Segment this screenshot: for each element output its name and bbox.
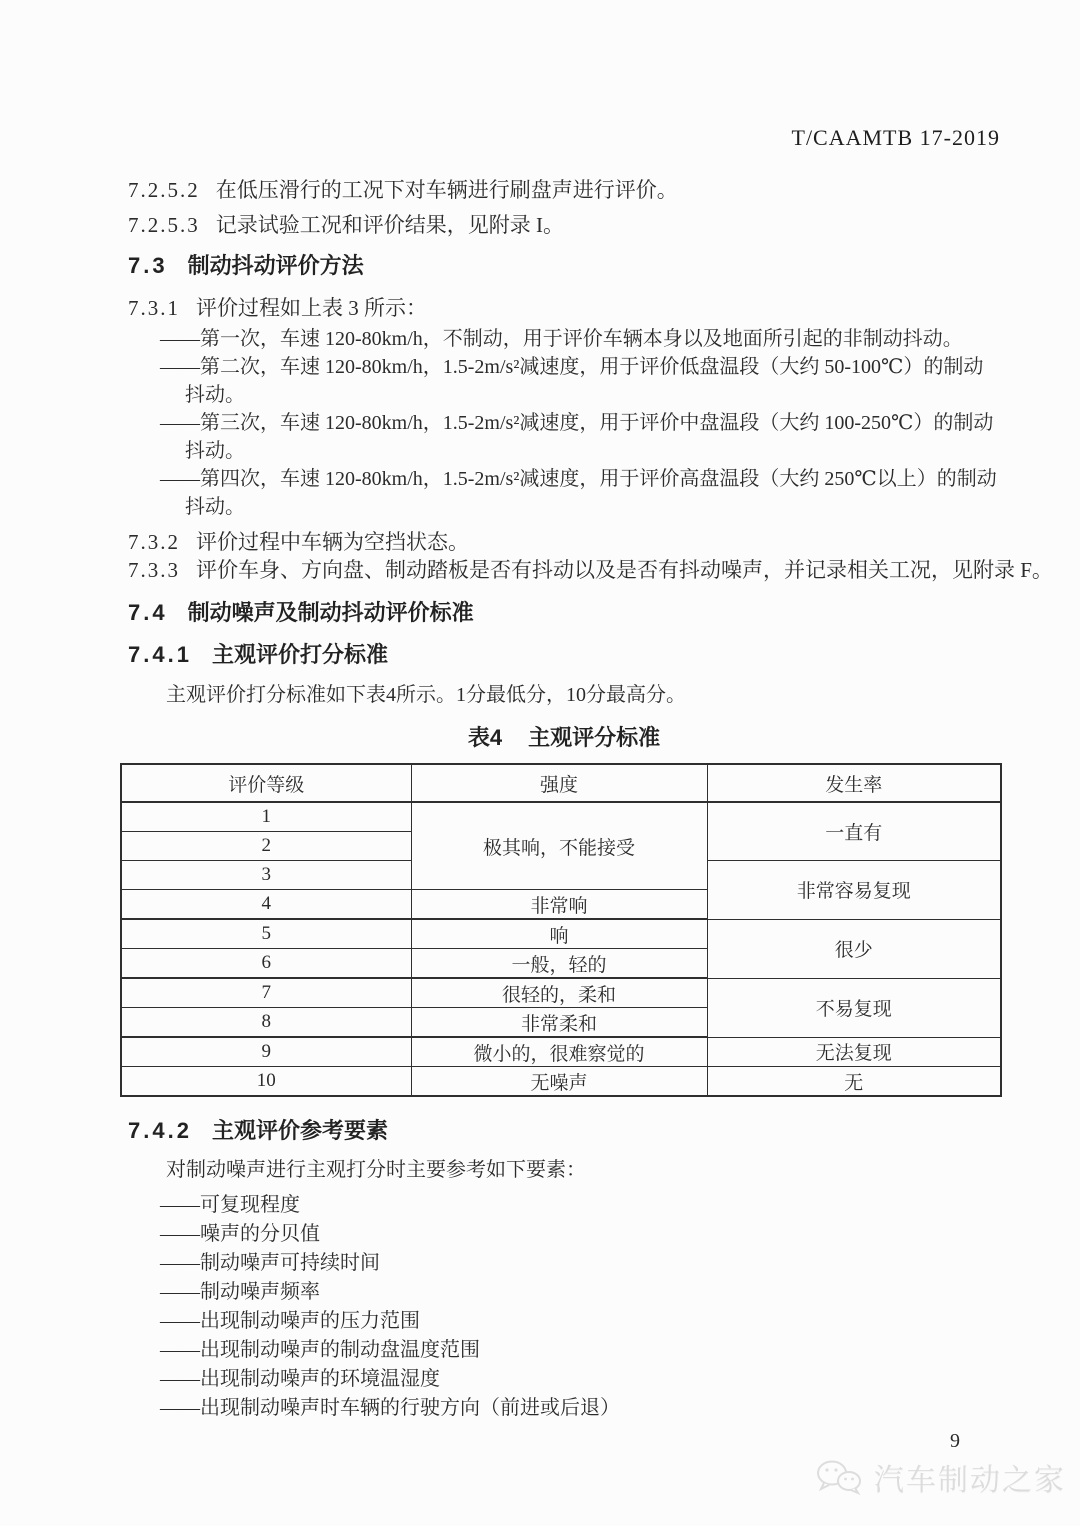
section-number: 7.4.2: [128, 1118, 192, 1143]
list-item: ——第二次，车速 120-80km/h，1.5-2m/s²减速度，用于评价低盘温段（大约 50-100℃）的制动抖动。: [160, 356, 984, 406]
column-header-intensity: 强度: [411, 764, 707, 802]
table-row: [121, 1037, 1001, 1067]
table-caption-label: 表4: [467, 725, 503, 750]
grade-cell: 10: [121, 1067, 411, 1097]
list-item: ——制动噪声频率: [160, 1281, 320, 1303]
clause-7-3-3: [128, 558, 1053, 582]
table-caption-title: 主观评分标准: [528, 725, 661, 750]
list-item: ——出现制动噪声时车辆的行驶方向（前进或后退）: [160, 1397, 620, 1419]
table-row: [121, 919, 1001, 949]
section-title: 主观评价参考要素: [211, 1118, 388, 1143]
section-title: 制动抖动评价方法: [187, 253, 364, 278]
list-item: ——制动噪声可持续时间: [160, 1252, 380, 1274]
section-title: 主观评价打分标准: [211, 642, 388, 667]
clause-number: 7.3.1: [128, 296, 180, 320]
column-header-occurrence: 发生率: [707, 764, 1001, 802]
table-row: [121, 1067, 1001, 1097]
list-item: ——可复现程度: [160, 1194, 300, 1216]
section-heading-7-4-2: [128, 1118, 1000, 1144]
intensity-cell: 响: [411, 919, 707, 949]
list-item: ——第三次，车速 120-80km/h，1.5-2m/s²减速度，用于评价中盘温段（大约 100-250℃）的制动抖动。: [160, 412, 994, 462]
clause-number: 7.2.5.2: [128, 178, 200, 202]
occurrence-cell: 一直有: [707, 802, 1001, 861]
table-caption: [128, 725, 1000, 751]
section-heading-7-4: [128, 600, 1000, 626]
list-item: ——第一次，车速 120-80km/h，不制动，用于评价车辆本身以及地面所引起的非制动抖动。: [160, 328, 963, 350]
section-heading-7-3: [128, 253, 1000, 279]
intensity-cell: 很轻的，柔和: [411, 978, 707, 1008]
occurrence-cell: 无: [707, 1067, 1001, 1097]
list-item: ——出现制动噪声的压力范围: [160, 1310, 420, 1332]
intensity-cell: 无噪声: [411, 1067, 707, 1097]
watermark: [814, 1455, 1066, 1499]
grade-cell: 9: [121, 1037, 411, 1067]
section-heading-7-4-1: [128, 642, 1000, 668]
page-number: 9: [950, 1430, 960, 1452]
clause-text: 评价过程如上表 3 所示：: [196, 296, 427, 320]
grade-cell: 8: [121, 1008, 411, 1038]
occurrence-cell: 无法复现: [707, 1037, 1001, 1067]
page-content: [128, 0, 1053, 1453]
list-item: ——出现制动噪声的制动盘温度范围: [160, 1339, 480, 1361]
wechat-icon: [814, 1459, 864, 1495]
column-header-grade: 评价等级: [121, 764, 411, 802]
table-4-subjective-scoring: [120, 763, 1002, 1097]
grade-cell: 1: [121, 802, 411, 832]
intensity-cell: 非常响: [411, 890, 707, 920]
clause-7-3-1: [128, 296, 1000, 320]
intensity-cell: 极其响，不能接受: [411, 802, 707, 890]
reference-factor-list: [128, 1191, 1000, 1423]
clause-text: 评价车身、方向盘、制动踏板是否有抖动以及是否有抖动噪声，并记录相关工况，见附录 F。: [196, 558, 1053, 582]
clause-7-2-5-2: [128, 178, 1000, 202]
table-header-row: [121, 764, 1001, 802]
clause-7-3-2: [128, 530, 1000, 554]
clause-text: 记录试验工况和评价结果，见附录 I。: [215, 213, 564, 237]
grade-cell: 5: [121, 919, 411, 949]
clause-7-2-5-3: [128, 213, 1000, 237]
standard-code-header: T/CAAMTB 17-2019: [791, 125, 1000, 150]
evaluation-run-list: [128, 325, 1000, 521]
section-number: 7.4: [128, 600, 168, 625]
occurrence-cell: 不易复现: [707, 978, 1001, 1037]
paragraph-7-4-2: 对制动噪声进行主观打分时主要参考如下要素：: [166, 1159, 586, 1181]
clause-number: 7.2.5.3: [128, 213, 200, 237]
intensity-cell: 非常柔和: [411, 1008, 707, 1038]
section-title: 制动噪声及制动抖动评价标准: [187, 600, 474, 625]
clause-text: 评价过程中车辆为空挡状态。: [196, 530, 469, 554]
table-row: [121, 978, 1001, 1008]
section-number: 7.3: [128, 253, 168, 278]
list-item: ——第四次，车速 120-80km/h，1.5-2m/s²减速度，用于评价高盘温段（大约 250℃以上）的制动抖动。: [160, 468, 997, 518]
paragraph-7-4-1: 主观评价打分标准如下表4所示。1分最低分，10分最高分。: [166, 684, 686, 706]
list-item: ——噪声的分贝值: [160, 1223, 320, 1245]
clause-number: 7.3.2: [128, 530, 180, 554]
grade-cell: 2: [121, 832, 411, 861]
clause-text: 在低压滑行的工况下对车辆进行刷盘声进行评价。: [215, 178, 678, 202]
grade-cell: 7: [121, 978, 411, 1008]
occurrence-cell: 很少: [707, 919, 1001, 978]
intensity-cell: 微小的，很难察觉的: [411, 1037, 707, 1067]
section-number: 7.4.1: [128, 642, 192, 667]
list-item: ——出现制动噪声的环境温湿度: [160, 1368, 440, 1390]
grade-cell: 4: [121, 890, 411, 920]
clause-number: 7.3.3: [128, 558, 180, 582]
occurrence-cell: 非常容易复现: [707, 861, 1001, 920]
intensity-cell: 一般，轻的: [411, 949, 707, 979]
grade-cell: 6: [121, 949, 411, 979]
table-row: [121, 802, 1001, 832]
grade-cell: 3: [121, 861, 411, 890]
watermark-text: 汽车制动之家: [874, 1464, 1066, 1497]
